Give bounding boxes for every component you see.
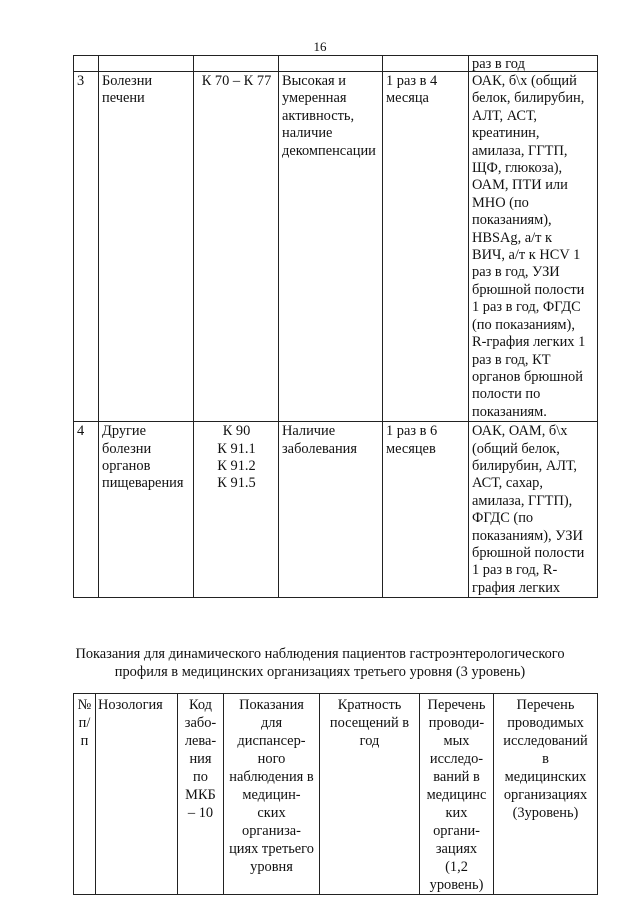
table-cell [74,56,99,72]
text-line: К 70 – К 77 [201,73,272,89]
tests-cell [469,422,598,598]
text-line: уровня [250,859,293,875]
text-line: циях третьего [229,841,314,857]
text-line: активность, [282,107,355,124]
text-line: исследо- [429,751,484,767]
text-line: билирубин, АЛТ, [472,457,577,474]
text-line: Кратность [337,697,402,713]
text-line: посещений в [329,715,410,731]
text-line: умеренная [282,90,347,107]
text-line: ЩФ, глюкоза), [472,160,563,177]
text-line: медицинских [504,769,587,785]
text-line: Другие [102,423,147,440]
text-line: проводимых [507,715,584,731]
frequency-cell [383,422,469,598]
text-line: полости по [472,386,541,403]
tests-cell [469,72,598,422]
text-line: № [77,697,92,713]
text-line: (1,2 [445,859,468,875]
table-cell [194,56,279,72]
text-line: медицинс [426,787,487,803]
text-line: (общий белок, [472,440,560,457]
text-line: брюшной полости [472,544,585,561]
text-line: ОАК, б\х (общий [472,73,577,89]
continuation-cell: раз в год [469,56,598,72]
text-line: Перечень [427,697,486,713]
header-frequency [320,694,420,895]
text-line: АЛТ, АСТ, [472,107,537,124]
indications-cell [279,422,383,598]
text-line: брюшной полости [472,281,585,298]
text-line: 1 раз в 6 [386,423,438,440]
text-line: профиля в медицинских организациях третьего уровня (3 уровень) [114,664,526,680]
text-line: амилаза, ГГТП, [472,142,568,159]
table-cell [279,56,383,72]
indications-cell [279,72,383,422]
header-icd-code [178,694,224,895]
text-line: уровень) [429,877,484,893]
text-line: ваний в [433,769,480,785]
header-num [74,694,96,895]
text-line: Высокая и [282,73,346,89]
text-line: Показания [239,697,304,713]
text-line: показаниям. [472,403,547,420]
text-line: ких [445,805,468,821]
text-line: организациях [503,787,588,803]
table-row [74,72,598,422]
header-nosology [96,694,178,895]
text-line: раз в год, УЗИ [472,264,560,281]
text-line: 1 раз в 4 [386,73,438,89]
text-line: графия легких [472,579,561,596]
header-tests-level3 [494,694,598,895]
table-row [74,422,598,598]
text-line: наблюдения в [229,769,314,785]
text-line: Наличие [282,423,336,440]
text-line: по [193,769,208,785]
text-line: органов [102,457,151,474]
text-line: – 10 [187,805,214,821]
text-line: в [542,751,549,767]
text-line: креатинин, [472,125,540,142]
text-line: ния [189,751,212,767]
text-line: ских [257,805,286,821]
text-line: Код [189,697,212,713]
header-tests-level12 [420,694,494,895]
text-line: R-графия легких 1 [472,334,586,351]
text-line: органов брюшной [472,368,583,385]
text-line: ФГДС (по [472,510,534,527]
text-line: п [80,733,89,749]
text-line: органи- [433,823,480,839]
text-line: исследований [503,733,588,749]
text-line: проводи- [428,715,485,731]
text-line: заболевания [282,440,357,457]
text-line: наличие [282,125,333,142]
text-line: АСТ, сахар, [472,475,543,492]
text-line: медицин- [242,787,301,803]
text-line: декомпенсации [282,142,376,159]
icd-code-cell [194,422,279,598]
table-header-row [74,694,598,895]
text-line: К 91.2 [217,457,256,474]
text-line: 1 раз в год, R- [472,562,558,579]
text-line: ОАК, ОАМ, б\х [472,423,568,440]
text-line: ОАМ, ПТИ или [472,177,568,194]
text-line: год [359,733,380,749]
text-line: К 90 [222,423,251,440]
text-line: пищеварения [102,475,184,492]
text-line: ного [257,751,286,767]
text-line: диспансер- [237,733,306,749]
text-line: (3уровень) [512,805,579,821]
header-indications [224,694,320,895]
dispensary-table-level3-header [73,693,598,895]
text-line: печени [102,90,145,107]
text-line: п/ [78,715,91,731]
text-line: месяца [386,90,429,107]
table-row [74,56,598,72]
text-line: Нозология [98,697,163,713]
text-line: показаниям), [472,212,552,229]
text-line: МНО (по [472,194,529,211]
text-line: раз в год, КТ [472,351,551,368]
nosology-cell [99,72,194,422]
text-line: забо- [184,715,217,731]
text-line: белок, билирубин, [472,90,585,107]
text-line: лева- [184,733,217,749]
text-line: для [260,715,283,731]
table-cell [383,56,469,72]
page-number: 16 [313,39,327,54]
text-line: организа- [242,823,301,839]
text-line: МКБ [185,787,216,803]
text-line: Показания для динамического наблюдения пациентов гастроэнтерологического [75,646,565,662]
text-line: мых [443,733,470,749]
text-line: HBSAg, а/т к [472,229,553,246]
row-number: 3 [74,72,99,422]
frequency-cell [383,72,469,422]
text-line: зациях [435,841,478,857]
text-line: амилаза, ГГТП), [472,492,573,509]
text-line: (по показаниям), [472,316,575,333]
row-number: 4 [74,422,99,598]
text-line: Болезни [102,73,153,89]
nosology-cell [99,422,194,598]
table-cell [99,56,194,72]
dispensary-table-continued [73,55,598,598]
text-line: месяцев [386,440,436,457]
text-line: ВИЧ, а/т к HCV 1 [472,247,581,264]
text-line: Перечень [516,697,575,713]
icd-code-cell [194,72,279,422]
text-line: К 91.5 [217,475,256,492]
text-line: К 91.1 [217,440,256,457]
text-line: показаниям), УЗИ [472,527,583,544]
text-line: болезни [102,440,152,457]
text-line: 1 раз в год, ФГДС [472,299,581,316]
section-title [60,645,580,681]
